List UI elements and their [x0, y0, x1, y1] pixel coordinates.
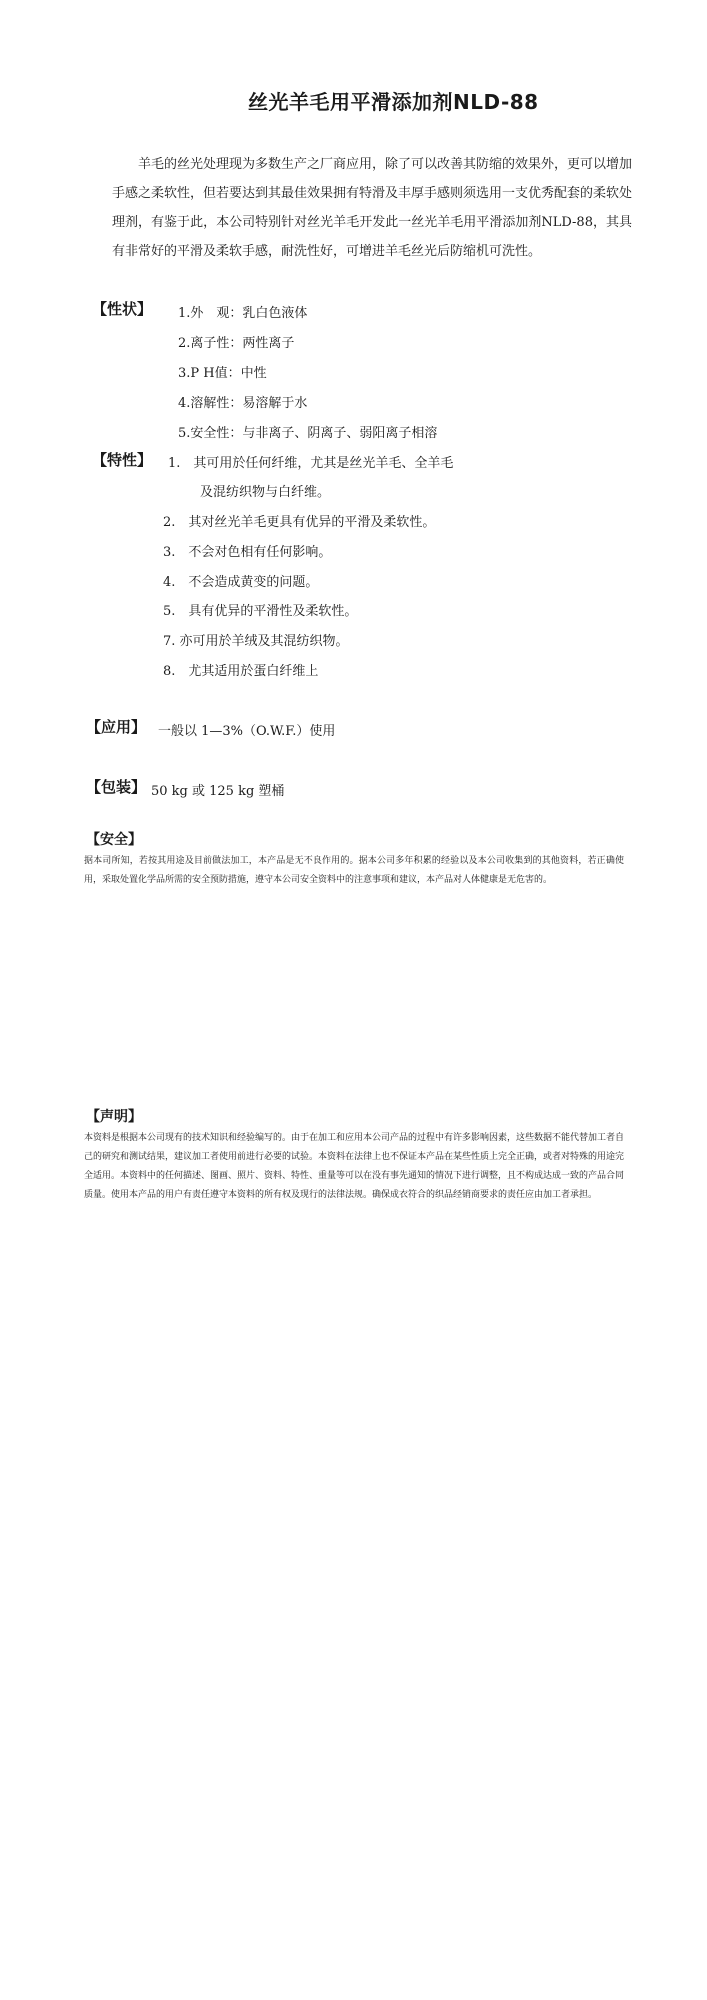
- property-appearance: 1.外 观：乳白色液体: [178, 306, 308, 321]
- feature-item: 3. 不会对色相有任何影响。: [163, 545, 332, 560]
- feature-item: 8. 尤其适用於蛋白纤维上: [163, 664, 319, 679]
- property-compatibility: 5.安全性：与非离子、阴离子、弱阳离子相溶: [178, 426, 438, 441]
- feature-item: 5. 具有优异的平滑性及柔软性。: [163, 604, 358, 619]
- safety-text: 据本司所知，若按其用途及目前做法加工，本产品是无不良作用的。据本公司多年积累的经验以及本公司收集到的其他资料，若正确使用，采取处置化学品所需的安全预防措施，遵守本公司安全资料中的注意事项和建议，本产品对人体健康是无危害的。: [84, 856, 624, 885]
- packaging-text: 50 kg 或 125 kg 塑桶: [151, 784, 285, 799]
- document-title: 丝光羊毛用平滑添加剂NLD-88: [248, 90, 539, 114]
- statement-heading: 【声明】: [86, 1109, 142, 1125]
- property-solubility: 4.溶解性：易溶解于水: [178, 396, 308, 411]
- packaging-heading: 【包装】: [86, 778, 147, 796]
- safety-heading: 【安全】: [86, 832, 142, 848]
- property-ph: 3.P H值：中性: [178, 366, 267, 381]
- properties-heading: 【性状】: [92, 300, 153, 318]
- application-heading: 【应用】: [86, 718, 147, 736]
- feature-item: 4. 不会造成黄变的问题。: [163, 575, 319, 590]
- feature-item: 7. 亦可用於羊绒及其混纺织物。: [163, 634, 349, 649]
- statement-text: 本资料是根据本公司现有的技术知识和经验编写的。由于在加工和应用本公司产品的过程中有许多影响因素，这些数据不能代替加工者自己的研究和测试结果，建议加工者使用前进行必要的试验。本资料在法律上也不保证本产品在某些性质上完全正确，或者对特殊的用途完全适用。本资料中的任何描述、图画、照片、资料、特性、重量等可以在没有事先通知的情况下进行调整，且不构成达成一致的产品合同质量。使用本产品的用户有责任遵守本资料的所有权及现行的法律法规。确保成衣符合的织品经销商要求的责任应由加工者承担。: [84, 1133, 625, 1200]
- intro-paragraph: 羊毛的丝光处理现为多数生产之厂商应用，除了可以改善其防缩的效果外，更可以增加手感之柔软性，但若要达到其最佳效果拥有特滑及丰厚手感则须选用一支优秀配套的柔软处理剂，有鉴于此，本公司特别针对丝光羊毛开发此一丝光羊毛用平滑添加剂NLD-88，其具有非常好的平滑及柔软手感，耐洗性好，可增进羊毛丝光后防缩机可洗性。: [112, 157, 633, 259]
- property-ionic: 2.离子性：两性离子: [178, 336, 295, 351]
- feature-item: 2. 其对丝光羊毛更具有优异的平滑及柔软性。: [163, 515, 436, 530]
- feature-item-continued: 及混纺织物与白纤维。: [200, 485, 331, 500]
- features-heading: 【特性】: [92, 451, 153, 469]
- application-text: 一般以 1—3%（O.W.F.）使用: [158, 724, 336, 739]
- feature-item: 1. 其可用於任何纤维，尤其是丝光羊毛、全羊毛: [168, 456, 454, 471]
